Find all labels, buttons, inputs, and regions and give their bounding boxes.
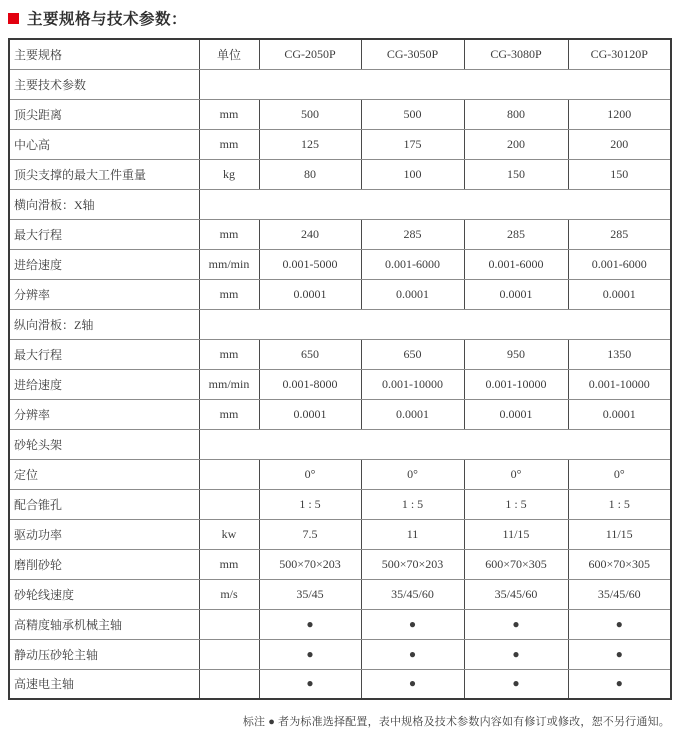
spec-label-cell: 砂轮线速度 <box>9 579 199 609</box>
unit-cell: mm/min <box>199 369 259 399</box>
section-label-cell: 纵向滑板：Z轴 <box>9 309 199 339</box>
value-cell: 650 <box>361 339 464 369</box>
spec-label-cell: 进给速度 <box>9 249 199 279</box>
value-cell: 0.0001 <box>259 399 361 429</box>
value-cell: 0° <box>568 459 671 489</box>
spec-row <box>9 129 671 159</box>
spec-label-cell: 高精度轴承机械主轴 <box>9 609 199 639</box>
value-cell: 0.001-8000 <box>259 369 361 399</box>
spec-row <box>9 579 671 609</box>
value-cell: 600×70×305 <box>568 549 671 579</box>
value-cell: 35/45/60 <box>464 579 568 609</box>
spec-label-cell: 顶尖支撑的最大工件重量 <box>9 159 199 189</box>
value-cell: 175 <box>361 129 464 159</box>
value-cell: 200 <box>568 129 671 159</box>
spec-label-cell: 分辨率 <box>9 279 199 309</box>
spec-row <box>9 489 671 519</box>
value-cell: 1200 <box>568 99 671 129</box>
standard-config-dot: ● <box>259 639 361 669</box>
value-cell: 35/45/60 <box>568 579 671 609</box>
unit-cell: mm/min <box>199 249 259 279</box>
header-model-name: CG-2050P <box>259 39 361 69</box>
spec-row <box>9 609 671 639</box>
standard-config-dot: ● <box>568 609 671 639</box>
section-row <box>9 69 671 99</box>
standard-config-dot: ● <box>568 669 671 699</box>
spec-label-cell: 磨削砂轮 <box>9 549 199 579</box>
value-cell: 1 : 5 <box>361 489 464 519</box>
spec-row <box>9 549 671 579</box>
value-cell: 7.5 <box>259 519 361 549</box>
value-cell: 150 <box>464 159 568 189</box>
value-cell: 500×70×203 <box>361 549 464 579</box>
value-cell: 0.0001 <box>568 279 671 309</box>
value-cell: 0.001-6000 <box>464 249 568 279</box>
spec-label-cell: 进给速度 <box>9 369 199 399</box>
section-row <box>9 309 671 339</box>
spec-row <box>9 99 671 129</box>
value-cell: 0.0001 <box>361 399 464 429</box>
table-header-row <box>9 39 671 69</box>
section-empty-cell <box>199 429 671 459</box>
header-model-name: CG-3080P <box>464 39 568 69</box>
header-model-name: CG-3050P <box>361 39 464 69</box>
section-row <box>9 189 671 219</box>
spec-row <box>9 279 671 309</box>
value-cell: 1 : 5 <box>464 489 568 519</box>
standard-config-dot: ● <box>259 669 361 699</box>
value-cell: 0.0001 <box>361 279 464 309</box>
unit-cell: kw <box>199 519 259 549</box>
value-cell: 0.001-6000 <box>361 249 464 279</box>
value-cell: 0° <box>361 459 464 489</box>
value-cell: 500 <box>259 99 361 129</box>
spec-table <box>8 38 672 700</box>
section-empty-cell <box>199 189 671 219</box>
value-cell: 0.0001 <box>568 399 671 429</box>
unit-cell <box>199 669 259 699</box>
value-cell: 0.001-10000 <box>568 369 671 399</box>
spec-row <box>9 519 671 549</box>
section-label-cell: 砂轮头架 <box>9 429 199 459</box>
value-cell: 0° <box>259 459 361 489</box>
value-cell: 0.001-6000 <box>568 249 671 279</box>
unit-cell: mm <box>199 549 259 579</box>
page-title <box>8 7 677 29</box>
standard-config-dot: ● <box>464 609 568 639</box>
value-cell: 950 <box>464 339 568 369</box>
unit-cell: mm <box>199 99 259 129</box>
value-cell: 11/15 <box>568 519 671 549</box>
value-cell: 100 <box>361 159 464 189</box>
section-label-cell: 主要技术参数 <box>9 69 199 99</box>
value-cell: 11/15 <box>464 519 568 549</box>
unit-cell: mm <box>199 279 259 309</box>
spec-row <box>9 249 671 279</box>
header-spec-label: 主要规格 <box>9 39 199 69</box>
standard-config-dot: ● <box>361 639 464 669</box>
value-cell: 35/45 <box>259 579 361 609</box>
unit-cell: mm <box>199 339 259 369</box>
value-cell: 200 <box>464 129 568 159</box>
unit-cell: mm <box>199 129 259 159</box>
standard-config-dot: ● <box>568 639 671 669</box>
unit-cell <box>199 489 259 519</box>
spec-label-cell: 驱动功率 <box>9 519 199 549</box>
section-empty-cell <box>199 309 671 339</box>
value-cell: 500×70×203 <box>259 549 361 579</box>
value-cell: 285 <box>568 219 671 249</box>
value-cell: 0.0001 <box>464 399 568 429</box>
spec-label-cell: 定位 <box>9 459 199 489</box>
spec-row <box>9 219 671 249</box>
standard-config-dot: ● <box>361 609 464 639</box>
value-cell: 1350 <box>568 339 671 369</box>
value-cell: 80 <box>259 159 361 189</box>
unit-cell: kg <box>199 159 259 189</box>
value-cell: 800 <box>464 99 568 129</box>
value-cell: 285 <box>361 219 464 249</box>
spec-label-cell: 顶尖距离 <box>9 99 199 129</box>
value-cell: 35/45/60 <box>361 579 464 609</box>
value-cell: 0.0001 <box>464 279 568 309</box>
value-cell: 500 <box>361 99 464 129</box>
spec-label-cell: 最大行程 <box>9 219 199 249</box>
section-empty-cell <box>199 69 671 99</box>
unit-cell: mm <box>199 219 259 249</box>
value-cell: 1 : 5 <box>568 489 671 519</box>
spec-label-cell: 配合锥孔 <box>9 489 199 519</box>
value-cell: 0.001-10000 <box>361 369 464 399</box>
footnote-text: 标注 ● 者为标准选择配置，表中规格及技术参数内容如有修订或修改，恕不另行通知。 <box>242 716 670 728</box>
value-cell: 11 <box>361 519 464 549</box>
value-cell: 1 : 5 <box>259 489 361 519</box>
standard-config-dot: ● <box>464 639 568 669</box>
spec-row <box>9 639 671 669</box>
standard-config-dot: ● <box>259 609 361 639</box>
value-cell: 650 <box>259 339 361 369</box>
unit-cell: mm <box>199 399 259 429</box>
spec-label-cell: 中心高 <box>9 129 199 159</box>
spec-label-cell: 静动压砂轮主轴 <box>9 639 199 669</box>
spec-row <box>9 159 671 189</box>
value-cell: 285 <box>464 219 568 249</box>
page-title-text: 主要规格与技术参数： <box>27 11 188 28</box>
spec-row <box>9 669 671 699</box>
header-unit-label: 单位 <box>199 39 259 69</box>
value-cell: 0.0001 <box>259 279 361 309</box>
value-cell: 150 <box>568 159 671 189</box>
value-cell: 0° <box>464 459 568 489</box>
header-model-name: CG-30120P <box>568 39 671 69</box>
spec-row <box>9 369 671 399</box>
value-cell: 240 <box>259 219 361 249</box>
value-cell: 0.001-5000 <box>259 249 361 279</box>
unit-cell <box>199 459 259 489</box>
unit-cell <box>199 609 259 639</box>
section-row <box>9 429 671 459</box>
standard-config-dot: ● <box>361 669 464 699</box>
red-square-bullet-icon <box>8 13 19 24</box>
spec-label-cell: 最大行程 <box>9 339 199 369</box>
spec-row <box>9 399 671 429</box>
spec-label-cell: 高速电主轴 <box>9 669 199 699</box>
spec-row <box>9 339 671 369</box>
value-cell: 600×70×305 <box>464 549 568 579</box>
unit-cell: m/s <box>199 579 259 609</box>
value-cell: 0.001-10000 <box>464 369 568 399</box>
section-label-cell: 横向滑板：X轴 <box>9 189 199 219</box>
standard-config-dot: ● <box>464 669 568 699</box>
spec-label-cell: 分辨率 <box>9 399 199 429</box>
value-cell: 125 <box>259 129 361 159</box>
unit-cell <box>199 639 259 669</box>
spec-row <box>9 459 671 489</box>
